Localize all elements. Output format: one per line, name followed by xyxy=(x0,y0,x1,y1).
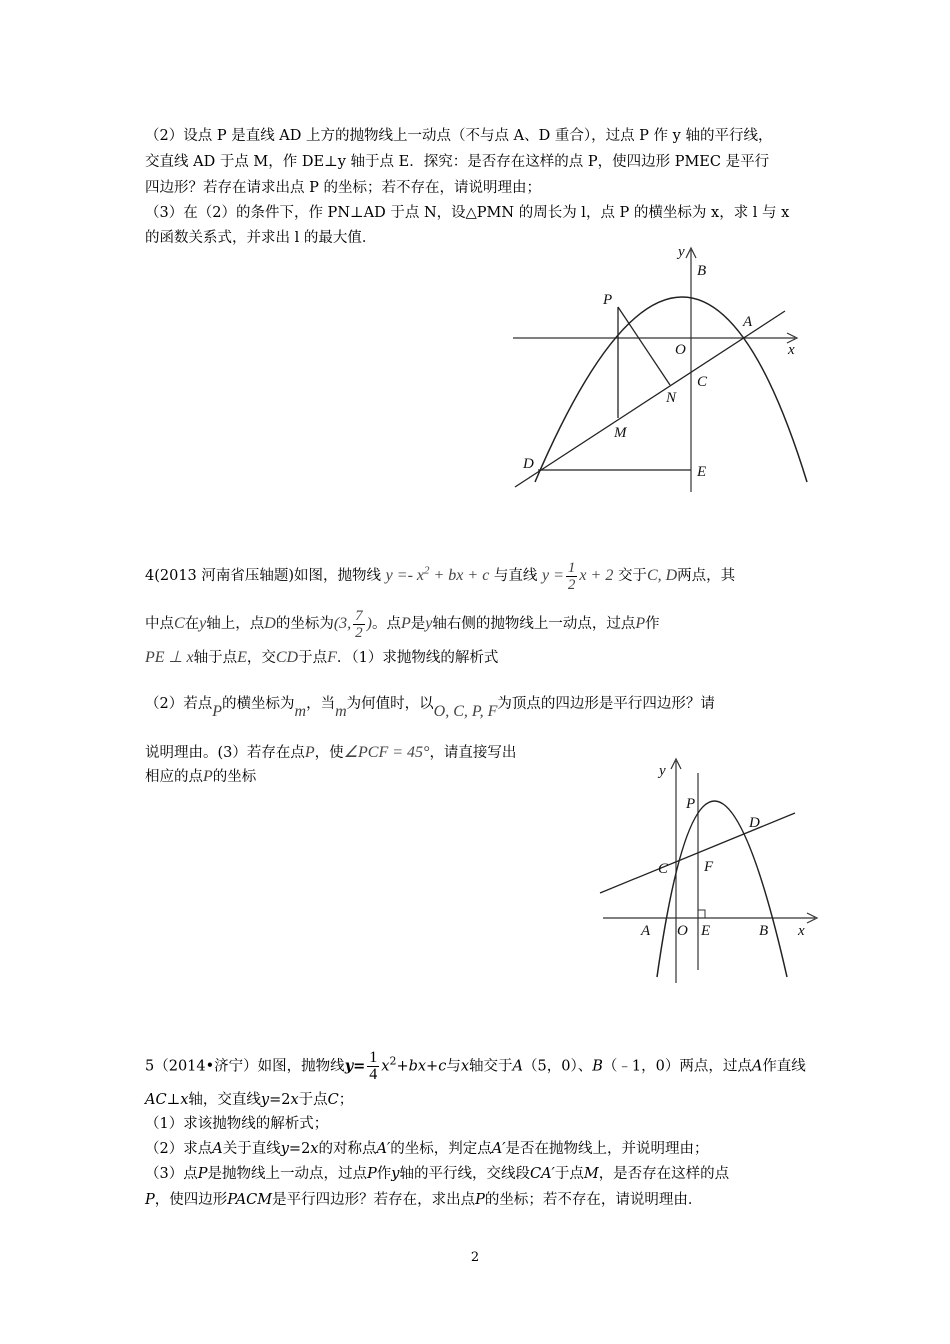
q5-line-3: （1）求该抛物线的解析式； xyxy=(145,1116,329,1132)
q3-label-d: D xyxy=(523,456,534,472)
q4-label-x: x xyxy=(798,923,805,939)
q4-label-o: O xyxy=(677,923,688,939)
q3-label-y: y xyxy=(678,244,685,260)
q4-label-f: F xyxy=(704,859,714,875)
q4-figure xyxy=(595,755,825,990)
q5-line-6: P，使四边形PACM是平行四边形？若存在，求出点P的坐标；若不存在，请说明理由． xyxy=(145,1192,703,1208)
q4-line-6: 相应的点P的坐标 xyxy=(145,768,257,785)
q3-line-2: 交直线 AD 于点 M，作 DE⊥y 轴于点 E．探究：是否存在这样的点 P，使四边形 PMEC 是平行 xyxy=(145,154,770,170)
q5-line-4: （2）求点A关于直线y=2x的对称点A′的坐标，判定点A′是否在抛物线上，并说明理由； xyxy=(145,1141,709,1157)
q3-label-n: N xyxy=(666,390,677,406)
q5-line-1: 5（2014•济宁）如图，抛物线y= $\frac{1}{4}$ $x^2+bx+c$与x轴交于A（5，0）、B（﹣1，0）两点，过点A作直线 xyxy=(145,1049,806,1083)
q4-label-y: y xyxy=(659,763,666,779)
q3-label-c: C xyxy=(697,374,708,390)
q4-right-angle xyxy=(698,910,705,918)
q4-line-expr: y = $\frac{1}{2}$ x + 2 xyxy=(542,560,614,593)
q4-line-1: 4(2013 河南省压轴题)如图，抛物线 $y =- x^2$ + bx + c 与直线 y = $\frac{1}{2}$ x + 2 交于C, D两点，其 xyxy=(145,560,736,593)
q4-line-5: 说明理由。(3）若存在点P，使∠PCF = 45°，请直接写出 xyxy=(145,744,517,761)
q5-line-5: （3）点P是抛物线上一动点，过点P作y轴的平行线，交线段CA′于点M，是否存在这样的点 xyxy=(145,1166,730,1182)
q3-segment-pn xyxy=(618,307,670,385)
q3-line-3: 四边形？若存在请求出点 P 的坐标；若不存在，请说明理由； xyxy=(145,180,541,196)
q3-line-4: （3）在（2）的条件下，作 PN⊥AD 于点 N，设△PMN 的周长为 l，点 P 的横坐标为 x，求 l 与 x xyxy=(145,205,790,221)
q3-label-m: M xyxy=(614,425,627,441)
q3-line-ad xyxy=(515,311,785,487)
q4-parabola-expr: $y =- x^2$ + bx + c xyxy=(385,564,490,585)
q4-line-2: 中点C在y轴上，点D的坐标为(3, $\frac{7}{2}$ )。点P是y轴右侧的抛物线上一动点，过点P作 xyxy=(145,608,660,641)
q4-line-4: （2）若点P的横坐标为m，当m为何值时，以O, C, P, F为顶点的四边形是平行四边形？请 xyxy=(145,696,715,720)
q4-line-3: PE ⊥ x轴于点E，交CD于点F．（1）求抛物线的解析式 xyxy=(145,649,499,666)
q3-label-o: O xyxy=(675,342,686,358)
q3-figure xyxy=(505,242,815,497)
q3-label-b: B xyxy=(697,263,707,279)
q3-label-a: A xyxy=(743,314,753,330)
q4-label-a: A xyxy=(641,923,651,939)
q3-label-x: x xyxy=(788,342,795,358)
q4-label-e: E xyxy=(701,923,711,939)
q4-label-d: D xyxy=(749,815,760,831)
q4-label-p: P xyxy=(686,796,696,812)
q3-label-e: E xyxy=(697,464,707,480)
q4-label-c: C xyxy=(658,861,669,877)
q3-label-p: P xyxy=(603,292,613,308)
page-number: 2 xyxy=(470,1250,480,1265)
q5-line-2: AC⊥x轴，交直线y=2x于点C； xyxy=(145,1092,354,1108)
q4-label-b: B xyxy=(759,923,769,939)
q3-line-1: （2）设点 P 是直线 AD 上方的抛物线上一动点（不与点 A、D 重合），过点 P 作 y 轴的平行线， xyxy=(145,128,773,144)
q3-line-5: 的函数关系式，并求出 l 的最大值． xyxy=(145,230,377,246)
